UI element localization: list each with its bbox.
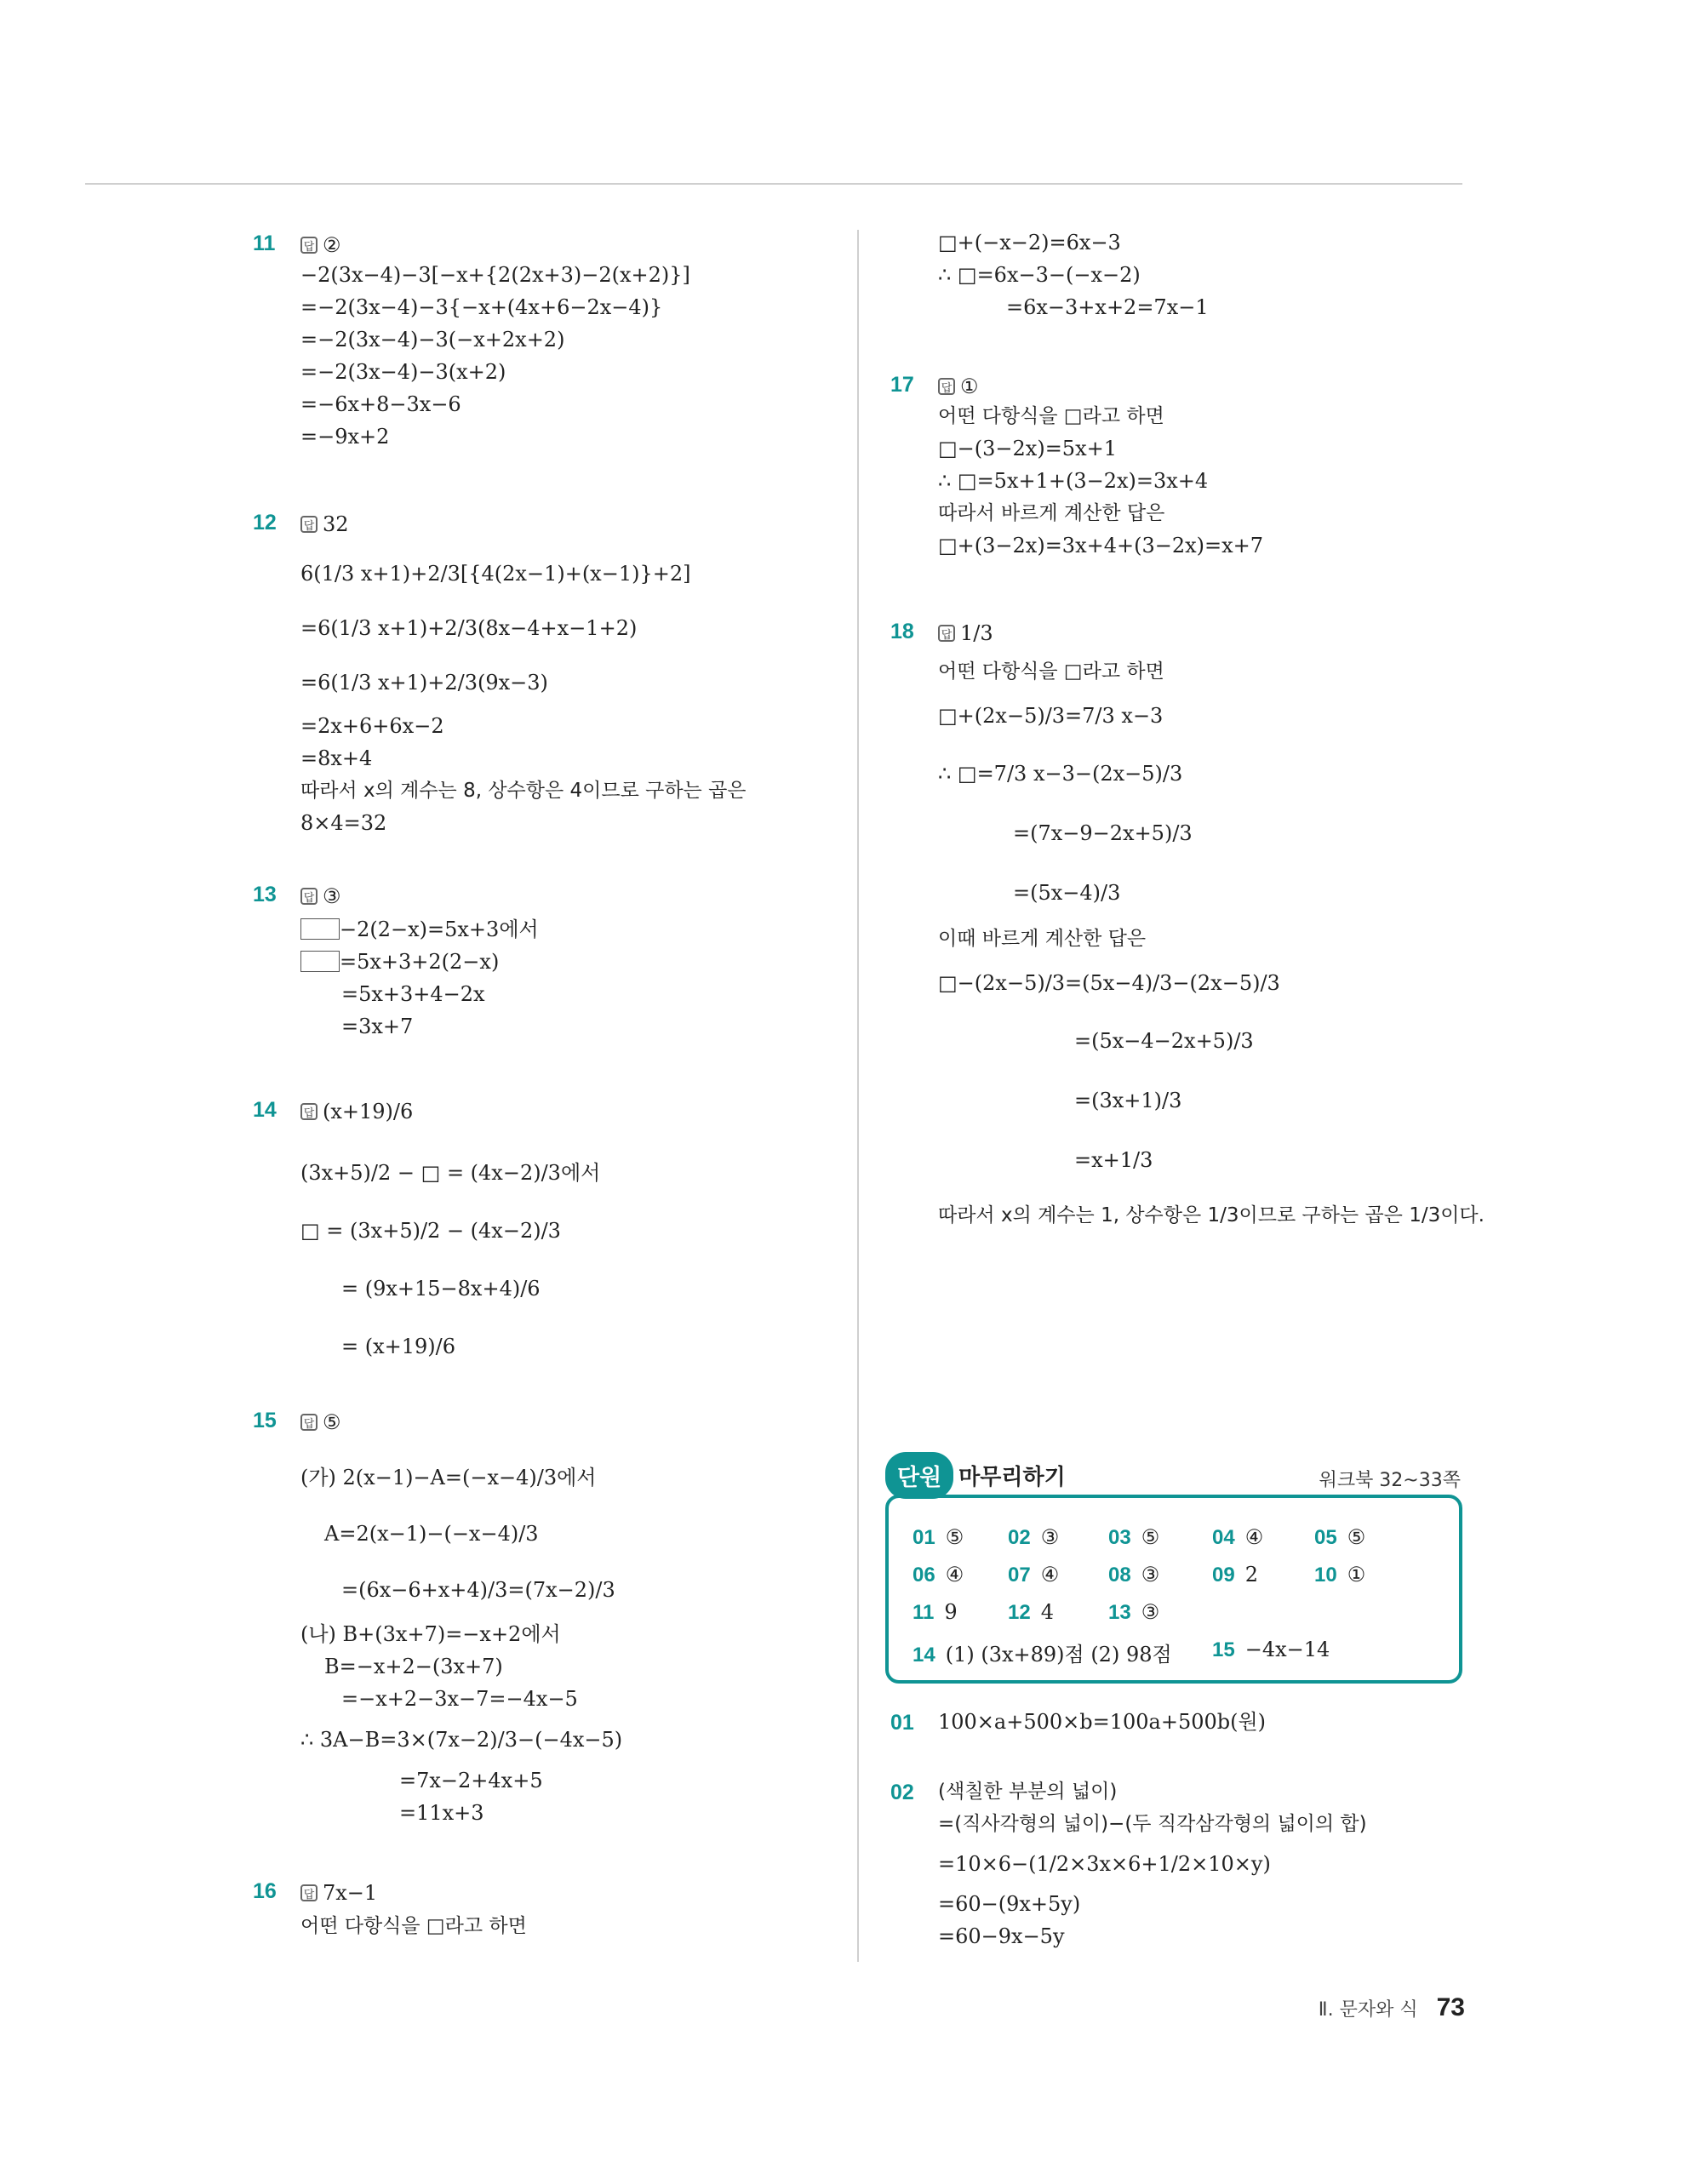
answer-icon: 답 [300, 1103, 318, 1120]
summary-title: 마무리하기 [958, 1465, 1066, 1490]
solution [300, 913, 539, 1043]
solution-line: 100×a+500×b=100a+500b(원) [938, 1710, 1267, 1734]
solution [300, 259, 690, 453]
summary-item: 15 −4x−14 [1212, 1638, 1330, 1661]
solution [300, 1449, 622, 1829]
answer-icon: 답 [300, 516, 318, 533]
solution-line: □−(3−2x)=5x+1 [938, 437, 1117, 460]
solution-line: =5x+3+2(2−x) [340, 950, 500, 974]
solution-line: (나) B+(3x+7)=−x+2에서 [300, 1622, 561, 1646]
solution-line: A=2(x−1)−(−x−4)/3 [324, 1522, 539, 1546]
solution-line: □−(2x−5)/3=(5x−4)/3−(2x−5)/3 [938, 971, 1280, 995]
solution [300, 546, 747, 839]
solution-line: □ = (3x+5)/2 − (4x−2)/3 [300, 1219, 561, 1243]
top-rule [85, 183, 1462, 185]
summary-item: 03 ⑤ [1108, 1525, 1160, 1549]
summary-answers [885, 1495, 1462, 1684]
solution-line: =(5x−4)/3 [1013, 881, 1121, 905]
problem-number: 13 [253, 883, 277, 906]
solution-line: (색칠한 부분의 넓이) [938, 1781, 1118, 1803]
summary-item: 14 (1) (3x+89)점 (2) 98점 [913, 1643, 1172, 1667]
solution-line: □+(−x−2)=6x−3 [938, 231, 1121, 254]
solution-line: =(5x−4−2x+5)/3 [1074, 1029, 1254, 1053]
problem-number: 12 [253, 511, 277, 535]
solution-line: =60−(9x+5y) [938, 1892, 1081, 1916]
solution [300, 1910, 527, 1942]
problem-number: 02 [890, 1781, 914, 1804]
summary-badge: 단원 [885, 1452, 953, 1499]
solution-line: =8x+4 [300, 746, 373, 770]
solution-line: =3x+7 [341, 1015, 414, 1038]
solution-line: −2(3x−4)−3[−x+{2(2x+3)−2(x+2)}] [300, 263, 690, 287]
summary-header [885, 1452, 1066, 1499]
solution-line: =6(1/3 x+1)+2/3(8x−4+x−1+2) [300, 616, 638, 640]
summary-item: 10 ① [1314, 1563, 1366, 1587]
solution-line: 따라서 x의 계수는 1, 상수항은 1/3이므로 구하는 곱은 1/3이다. [938, 1204, 1485, 1226]
solution-line: (가) 2(x−1)−A=(−x−4)/3에서 [300, 1466, 597, 1489]
page-footer [1319, 1993, 1465, 2022]
solution [938, 1775, 1367, 1952]
blank-box [300, 951, 340, 972]
summary-item: 04 ④ [1212, 1525, 1264, 1549]
solution-line: =60−9x−5y [938, 1924, 1065, 1948]
summary-item: 02 ③ [1008, 1525, 1060, 1549]
solution-line: =6(1/3 x+1)+2/3(9x−3) [300, 671, 548, 695]
solution [938, 1706, 1266, 1738]
solution-line: =10×6−(1/2×3x×6+1/2×10×y) [938, 1852, 1271, 1876]
answer-icon: 답 [300, 1414, 318, 1431]
solution-line: 8×4=32 [300, 811, 387, 835]
summary-item: 12 4 [1008, 1600, 1054, 1624]
solution [300, 1144, 600, 1375]
solution-line: =x+1/3 [1074, 1148, 1153, 1172]
solution-line: □+(2x−5)/3=7/3 x−3 [938, 704, 1164, 728]
solution [938, 400, 1263, 562]
solution-line: B=−x+2−(3x+7) [324, 1655, 503, 1678]
solution-line: =5x+3+4−2x [341, 982, 485, 1006]
problem-number: 17 [890, 373, 914, 397]
answer-icon: 답 [938, 378, 955, 395]
summary-item: 07 ④ [1008, 1563, 1060, 1587]
solution-line: ∴ □=5x+1+(3−2x)=3x+4 [938, 469, 1209, 493]
answer: 답 ② [300, 233, 341, 257]
solution-line: =6x−3+x+2=7x−1 [1006, 295, 1209, 319]
solution-line: =−2(3x−4)−3(x+2) [300, 360, 506, 384]
column-divider [857, 230, 859, 1962]
solution-line: 따라서 x의 계수는 8, 상수항은 4이므로 구하는 곱은 [300, 780, 747, 802]
solution-line: = (x+19)/6 [341, 1335, 456, 1358]
summary-item: 05 ⑤ [1314, 1525, 1366, 1549]
problem-number: 18 [890, 620, 914, 643]
summary-item: 09 2 [1212, 1563, 1258, 1587]
problem-number: 01 [890, 1711, 914, 1735]
solution-line: =(직사각형의 넓이)−(두 직각삼각형의 넓이의 합) [938, 1813, 1367, 1835]
solution-line: =11x+3 [399, 1801, 484, 1825]
summary-item: 06 ④ [913, 1563, 964, 1587]
solution [938, 226, 1209, 323]
problem-number: 16 [253, 1879, 277, 1903]
solution-line: =7x−2+4x+5 [399, 1769, 543, 1792]
solution-line: 어떤 다항식을 □라고 하면 [938, 660, 1164, 683]
solution-line: 따라서 바르게 계산한 답은 [938, 502, 1165, 524]
solution-line: ∴ □=7/3 x−3−(2x−5)/3 [938, 762, 1183, 786]
section-label: Ⅱ. 문자와 식 [1318, 1999, 1418, 2021]
solution-line: =−x+2−3x−7=−4x−5 [341, 1687, 578, 1711]
answer: 답 ① [938, 374, 979, 398]
problem-number: 11 [253, 232, 276, 255]
answer: 답 1/3 [938, 621, 993, 645]
problem-number: 15 [253, 1409, 277, 1432]
solution-line: 어떤 다항식을 □라고 하면 [300, 1915, 527, 1937]
answer-icon: 답 [300, 888, 318, 905]
answer: 답 7x−1 [300, 1881, 377, 1905]
solution-line: =−6x+8−3x−6 [300, 392, 461, 416]
answer: 답 32 [300, 512, 349, 536]
solution-line: =−9x+2 [300, 425, 390, 449]
solution-line: 이때 바르게 계산한 답은 [938, 928, 1147, 950]
answer-icon: 답 [300, 237, 318, 254]
problem-number: 14 [253, 1098, 277, 1122]
solution-line: =2x+6+6x−2 [300, 714, 444, 738]
solution-line: 어떤 다항식을 □라고 하면 [938, 405, 1164, 427]
page-number: 73 [1436, 1993, 1465, 2021]
answer: 답 ③ [300, 884, 341, 908]
solution-line: ∴ □=6x−3−(−x−2) [938, 263, 1141, 287]
answer-icon: 답 [300, 1884, 318, 1901]
solution-line: =(6x−6+x+4)/3=(7x−2)/3 [341, 1578, 615, 1602]
summary-item: 13 ③ [1108, 1600, 1160, 1624]
solution-line: = (9x+15−8x+4)/6 [341, 1277, 541, 1301]
solution [938, 655, 1485, 1241]
solution-line: =−2(3x−4)−3(−x+2x+2) [300, 328, 565, 352]
summary-item: 11 9 [913, 1600, 958, 1624]
solution-line: 6(1/3 x+1)+2/3[{4(2x−1)+(x−1)}+2] [300, 562, 691, 586]
answer: 답 ⑤ [300, 1410, 341, 1434]
solution-line: =(3x+1)/3 [1074, 1089, 1182, 1112]
summary-item: 01 ⑤ [913, 1525, 964, 1549]
answer-icon: 답 [938, 625, 955, 642]
answer: 답 (x+19)/6 [300, 1100, 413, 1123]
blank-box [300, 918, 340, 940]
solution-line: =−2(3x−4)−3{−x+(4x+6−2x−4)} [300, 295, 663, 319]
workbook-reference: 워크북 32~33쪽 [1319, 1470, 1461, 1491]
solution-line: =(7x−9−2x+5)/3 [1013, 821, 1193, 845]
solution-line: −2(2−x)=5x+3에서 [340, 918, 539, 941]
solution-line: (3x+5)/2 − □ = (4x−2)/3에서 [300, 1161, 601, 1185]
solution-line: □+(3−2x)=3x+4+(3−2x)=x+7 [938, 534, 1264, 557]
solution-line: ∴ 3A−B=3×(7x−2)/3−(−4x−5) [300, 1728, 623, 1752]
summary-item: 08 ③ [1108, 1563, 1160, 1587]
